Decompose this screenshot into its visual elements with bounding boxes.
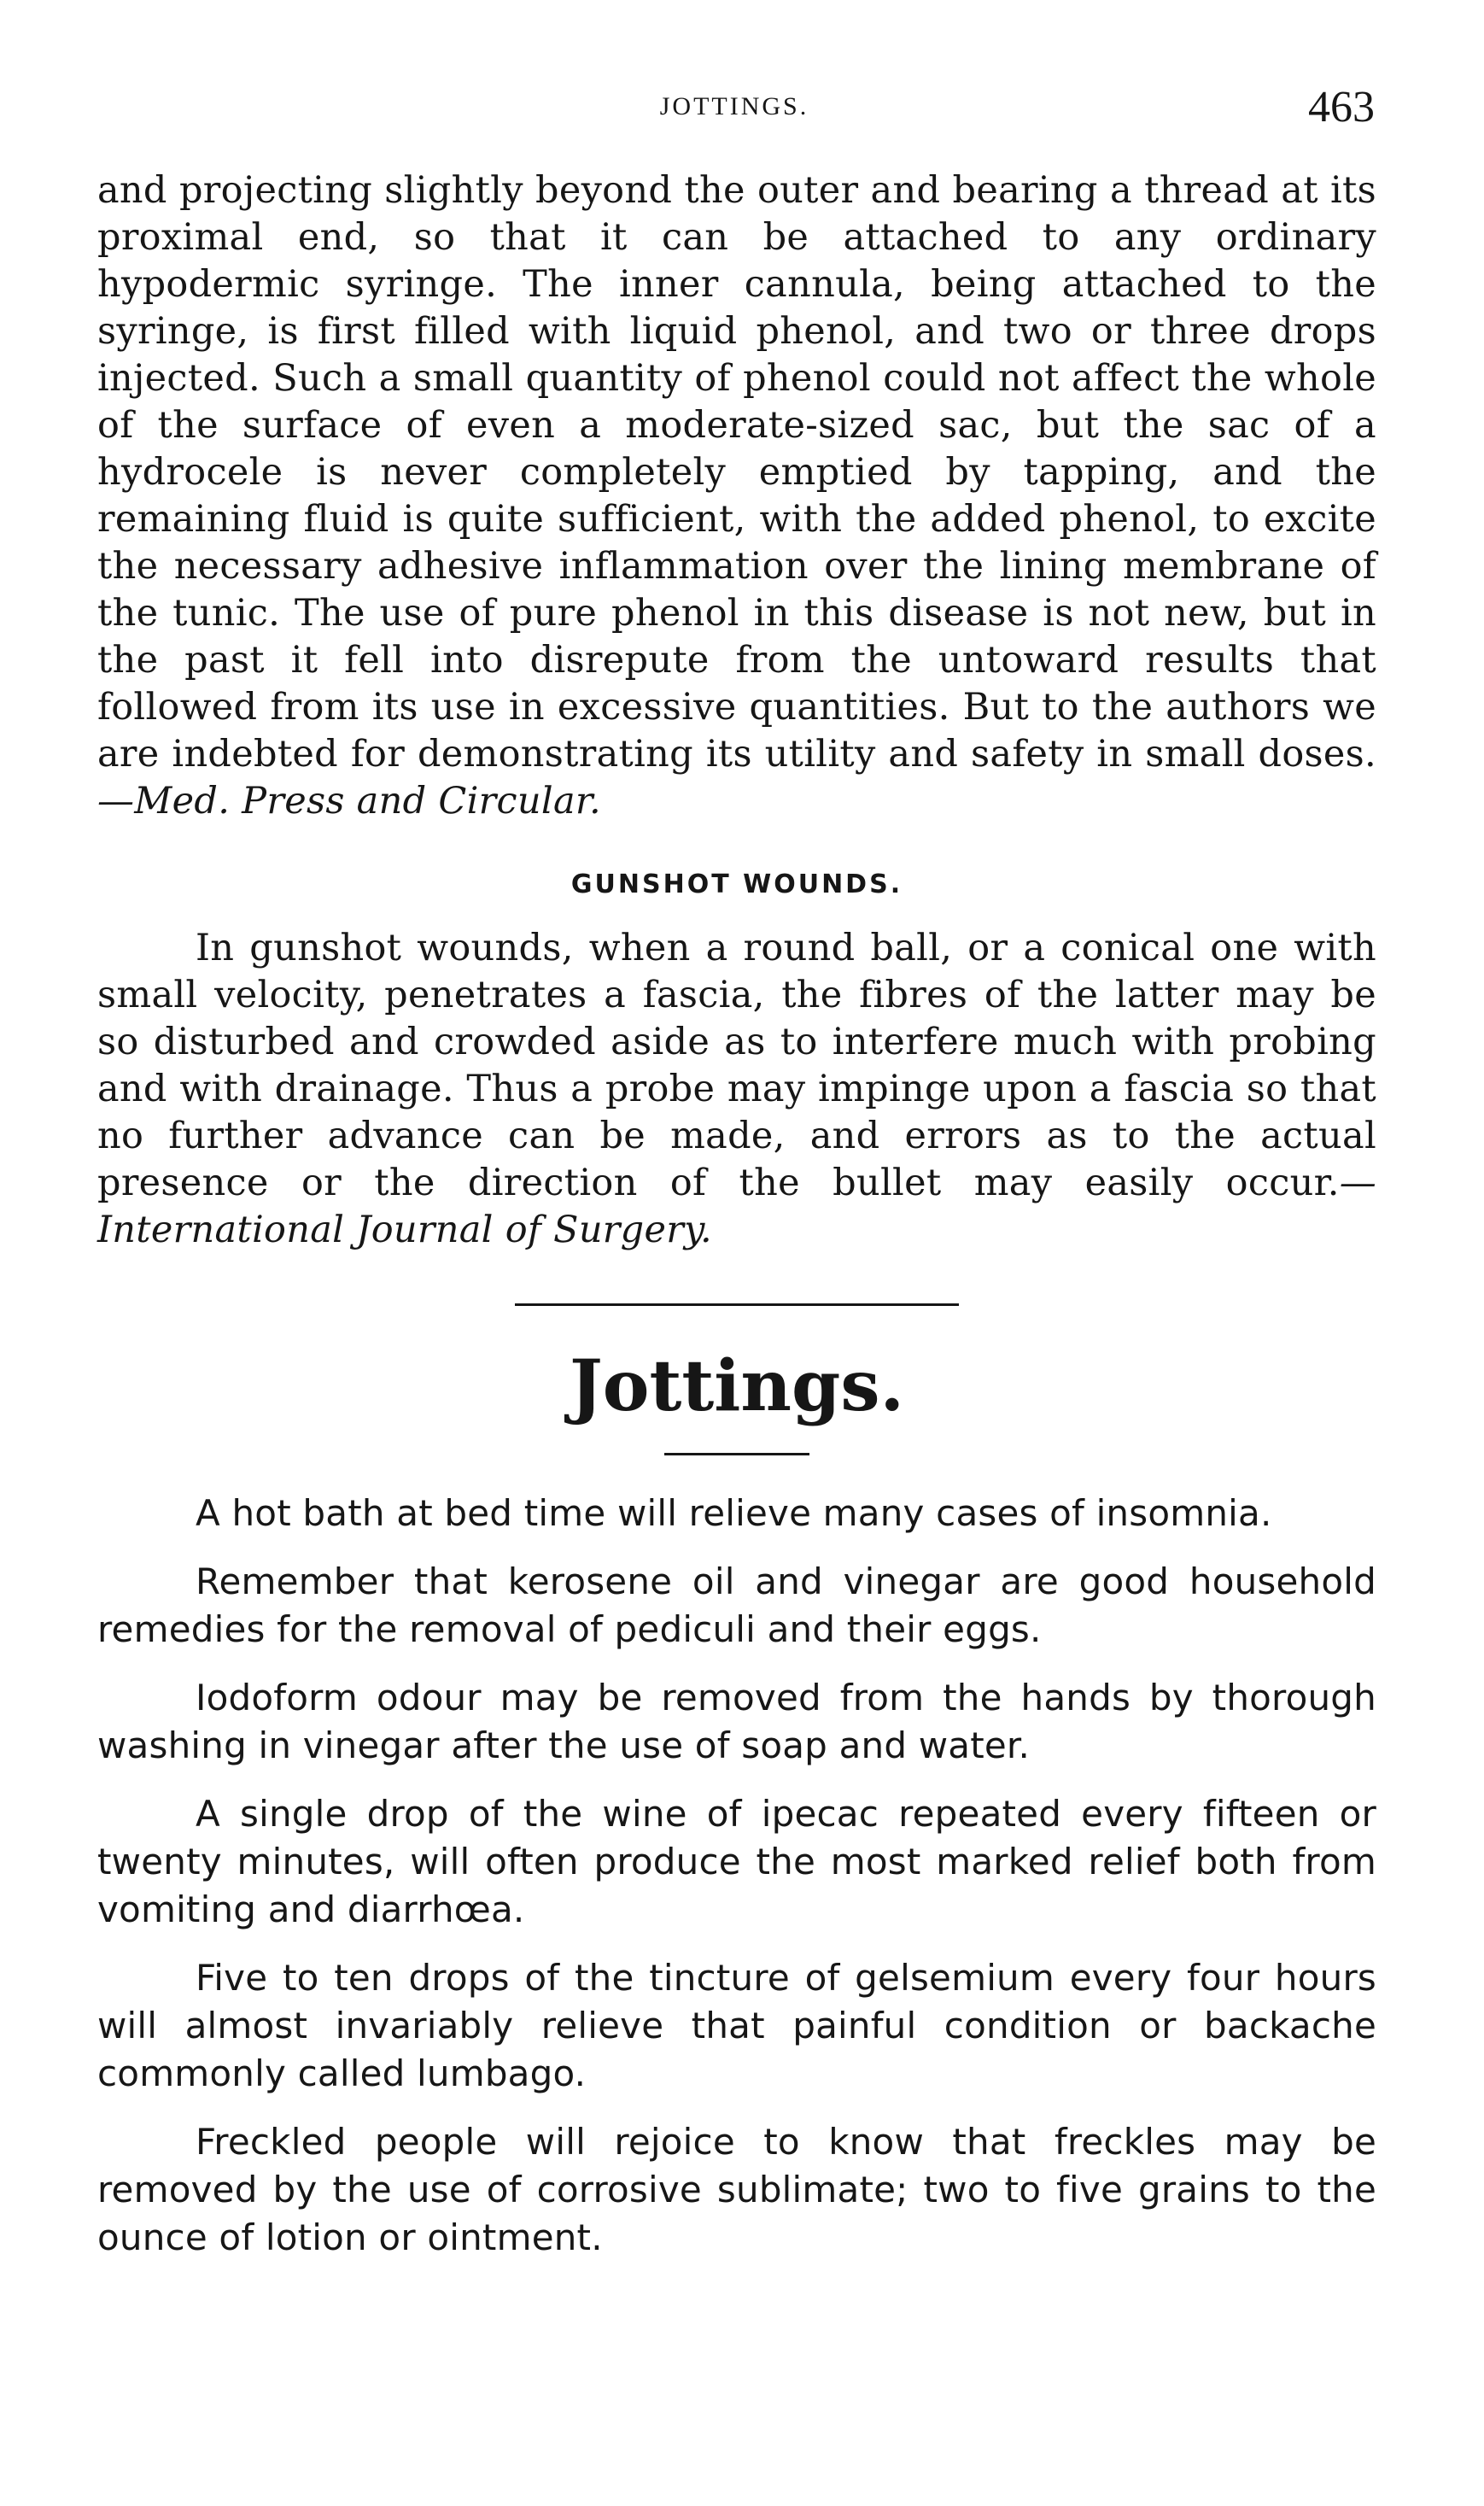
page-content: [97, 167, 1376, 2282]
jotting-item: A hot bath at bed time will relieve many cases of insomnia.: [196, 1492, 1272, 1534]
jotting-item: Freckled people will rejoice to know that freckles may be removed by the use of corrosive sublimate; two to five grains to the ounce of lotion or ointment.: [97, 2121, 1376, 2258]
article-citation: —International Journal of Surgery.: [97, 1162, 1376, 1251]
jottings-heading: Jottings.: [569, 1345, 905, 1427]
heading-underline: [664, 1453, 809, 1455]
hydrocele-article-paragraph: [97, 167, 1376, 825]
jotting-item: A single drop of the wine of ipecac repeated every fifteen or twenty minutes, will often produce the most marked relief both from vomiting and diarrhœa.: [97, 1793, 1376, 1930]
page-number: 463: [1308, 83, 1375, 132]
running-title: JOTTINGS.: [659, 92, 809, 120]
article-body: In gunshot wounds, when a round ball, or a conical one with small velocity, penetrates a fascia, the fibres of the latter may be so disturbed and crowded aside as to interfere much with probing and with drainage. Thus a probe may impinge upon a fascia so that no further advance can be made, and errors as to the actual presence or the direction of the bullet may easily occur.: [97, 927, 1376, 1204]
jotting-item: Five to ten drops of the tincture of gelsemium every four hours will almost invariably relieve that painful condition or backache commonly called lumbago.: [97, 1957, 1376, 2094]
article-body: and projecting slightly beyond the outer and bearing a thread at its proximal end, so that it can be attached to any ordinary hypodermic syringe. The inner cannula, being attached to the syringe, is first filled with liquid phenol, and two or three drops injected. Such a small quantity of phenol could not affect the whole of the surface of even a moderate-sized sac, but the sac of a hydrocele is never completely emptied by tapping, and the remaining fluid is quite sufficient, with the added phenol, to excite the necessary adhesive inflammation over the lining membrane of the tunic. The use of pure phenol in this disease is not new, but in the past it fell into disrepute from the untoward results that followed from its use in excessive quantities. But to the authors we are indebted for demonstrating its utility and safety in small doses.: [97, 169, 1376, 776]
section-divider: [515, 1303, 959, 1306]
article-citation: —Med. Press and Circular.: [97, 780, 601, 823]
jotting-item: Iodoform odour may be removed from the hands by thorough washing in vinegar after the use of soap and water.: [97, 1677, 1376, 1766]
section-heading-gunshot-wounds: GUNSHOT WOUNDS.: [570, 869, 903, 899]
gunshot-article-paragraph: [97, 925, 1376, 1254]
running-head: [94, 85, 1375, 137]
jotting-item: Remember that kerosene oil and vinegar are good household remedies for the removal of pediculi and their eggs.: [97, 1560, 1376, 1650]
